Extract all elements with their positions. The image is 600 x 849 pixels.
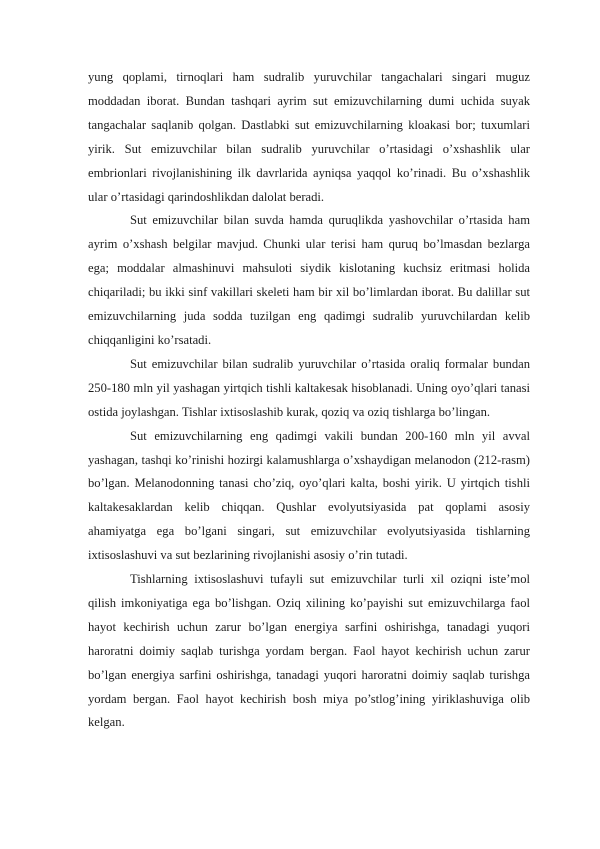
body-text xyxy=(88,66,530,735)
paragraph-intermediate-forms: Sut emizuvchilar bilan sudralib yuruvchilar o’rtasida oraliq formalar bundan 250-180 mln yil yashagan yirtqich tishli kaltakesak hisoblanadi. Uning oyo’qlari tanasi ostida joylashgan. Tishlar ixtisoslashib kurak, qoziq va oziq tishlarga bo’lingan. xyxy=(88,356,530,419)
paragraph-teeth-specialization: Tishlarning ixtisoslashuvi tufayli sut emizuvchilar turli xil oziqni iste’mol qilish imkoniyatiga ega bo’lishgan. Oziq xilining ko’payishi sut emizuvchilarga faol hayot kechirish uchun zarur bo’lgan energiya sarfini oshirishga, tanadagi yuqori haroratni doimiy saqlab turishga yordam bergan. Faol hayot kechirish uchun zarur bo’lgan energiya sarfini oshirishga, tanadagi yuqori haroratni doimiy saqlab turishga yordam bergan. Faol hayot kechirish bosh miya po’stlog’ining yiriklashuviga olib kelgan. xyxy=(88,572,530,730)
paragraph-melanodon: Sut emizuvchilarning eng qadimgi vakili bundan 200-160 mln yil avval yashagan, tashqi ko’rinishi hozirgi kalamushlarga o’xshaydigan melanodon (212-rasm) bo’lgan. Melanodonning tanasi cho’ziq, oyo’qlari kalta, boshi yirik. U yirtqich tishli kaltakesaklardan kelib chiqqan. Qushlar evolyutsiyasida pat qoplami asosiy ahamiyatga ega bo’lgani singari, sut emizuvchilar evolyutsiyasida tishlarning ixtisoslashuvi va sut bezlarining rivojlanishi asosiy o’rin tutadi. xyxy=(88,428,530,563)
paragraph-amphibian-similarity: Sut emizuvchilar bilan suvda hamda quruqlikda yashovchilar o’rtasida ham ayrim o’xshash belgilar mavjud. Chunki ular terisi ham quruq bo’lmasdan bezlarga ega; moddalar almashinuvi mahsuloti siydik kislotaning kuchsiz eritmasi holida chiqariladi; bu ikki sinf vakillari skeleti ham bir xil bo’limlardan iborat. Bu dalillar sut emizuvchilarning juda sodda tuzilgan eng qadimgi sudralib yuruvchilardan kelib chiqqanligini ko’rsatadi. xyxy=(88,213,530,347)
paragraph-continuation: yung qoplami, tirnoqlari ham sudralib yuruvchilar tangachalari singari muguz moddadan iborat. Bundan tashqari ayrim sut emizuvchilarning dumi uchida suyak tangachalar saqlanib qolgan. Dastlabki sut emizuvchilarning kloakasi bor; tuxumlari yirik. Sut emizuvchilar bilan sudralib yuruvchilar o’rtasidagi o’xshashlik ular embrionlari rivojlanishining ilk davrlarida ayniqsa yaqqol ko’rinadi. Bu o’xshashlik ular o’rtasidagi qarindoshlikdan dalolat beradi. xyxy=(88,70,530,204)
